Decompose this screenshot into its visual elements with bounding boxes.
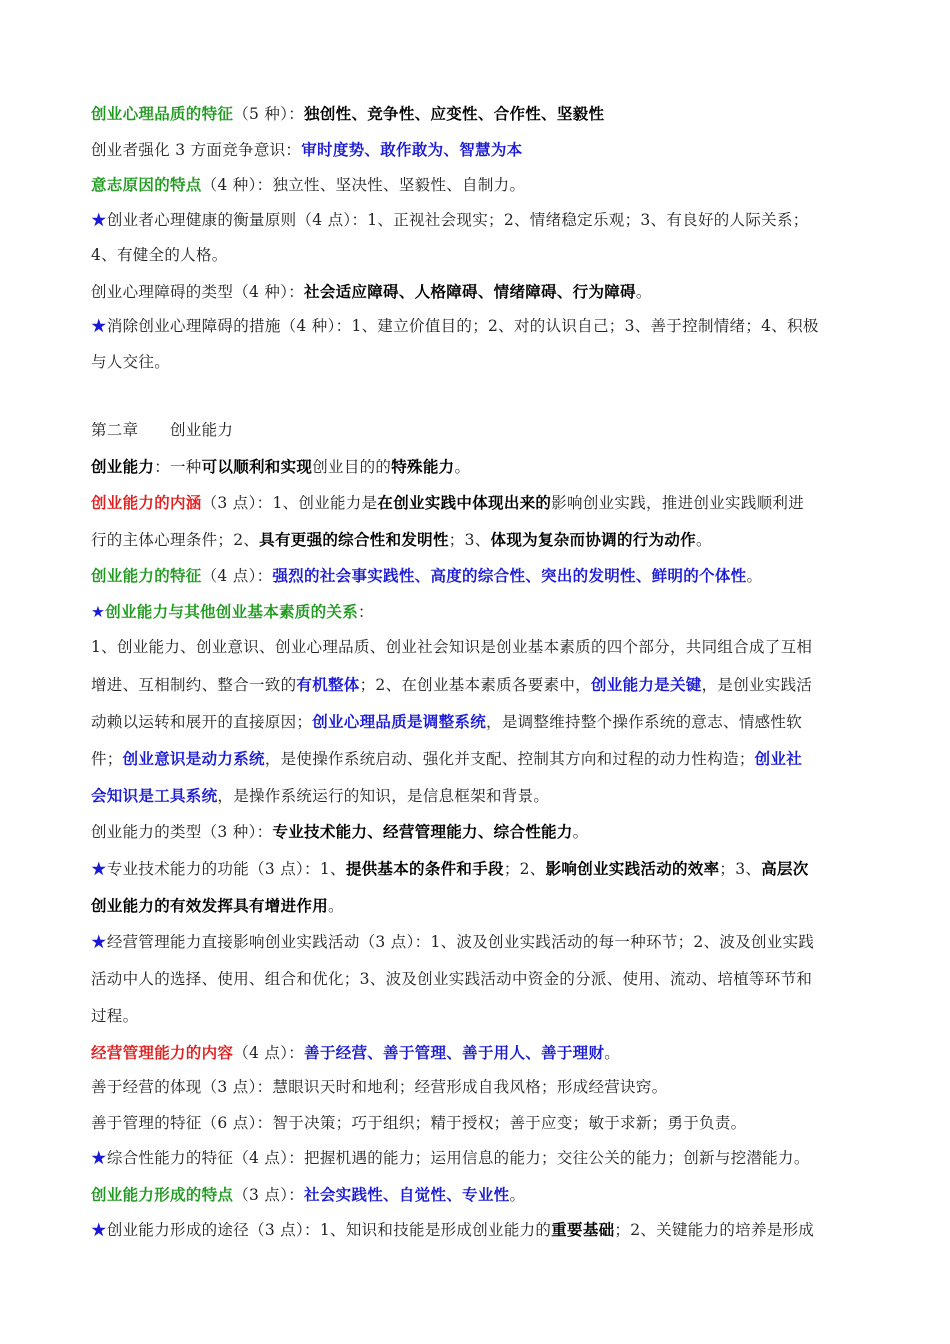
text-line: [91, 309, 861, 345]
text-run: 会知识是工具系统: [91, 786, 218, 805]
text-line: [91, 1212, 861, 1248]
text-line: [91, 924, 861, 961]
text-run: （4 点）：: [233, 1043, 305, 1062]
text-run: 创业能力: [91, 456, 155, 476]
text-run: 影响创业实践，推进创业实践顺利进: [551, 494, 805, 512]
text-run: 可以顺利和实现: [201, 456, 313, 476]
text-run: 善于经营的体现（3 点）：慧眼识天时和地利；经营形成自我风格；形成经营诀窍。: [91, 1078, 668, 1096]
text-run: 。: [509, 1185, 526, 1204]
text-run: 提供基本的条件和手段: [345, 858, 504, 878]
text-line: [91, 238, 861, 274]
text-run: 第二章 创业能力: [91, 421, 234, 439]
text-line: [91, 96, 861, 132]
document-page: [91, 96, 861, 1248]
text-run: 过程。: [91, 1006, 139, 1025]
text-line: [91, 998, 861, 1035]
text-run: 有机整体: [296, 675, 360, 694]
text-line: [91, 558, 861, 594]
star-icon: ★: [91, 210, 107, 229]
text-run: 创业目的的: [312, 457, 392, 476]
text-run: 创业能力的有效发挥具有增进作用: [91, 895, 329, 915]
text-line: [91, 887, 861, 924]
text-run: 增进、互相制约、整合一致的: [91, 676, 297, 694]
text-line: [91, 1141, 861, 1177]
text-run: 创业意识是动力系统: [122, 749, 265, 768]
text-line: [91, 666, 861, 703]
text-run: 综合性能力的特征（4 点）：把握机遇的能力；运用信息的能力；交往公关的能力；创新与挖潜能力。: [106, 1149, 810, 1167]
text-run: 。: [695, 531, 712, 549]
text-run: 创业心理品质的特征: [91, 104, 234, 123]
text-run: 社会实践性、自觉性、专业性: [304, 1184, 510, 1204]
text-run: 与人交往。: [91, 352, 171, 371]
text-line: [91, 167, 861, 203]
text-run: 特殊能力: [391, 456, 455, 476]
text-line: [91, 1177, 861, 1213]
text-run: 善于经营、善于管理、善于用人、善于理财: [304, 1042, 605, 1062]
text-run: 具有更强的综合性和发明性: [259, 530, 449, 549]
text-run: （5 种）：: [233, 105, 305, 123]
text-run: 创业社: [754, 749, 803, 768]
text-run: 创业者心理健康的衡量原则（4 点）：1、正视社会现实；2、情绪稳定乐观；3、有良好的人际关系；: [106, 210, 809, 229]
star-icon: ★: [91, 602, 106, 621]
text-run: 意志原因的特点: [91, 175, 202, 194]
text-line: [91, 777, 861, 814]
text-line: [91, 629, 861, 666]
text-line: [91, 449, 861, 485]
text-run: 。: [635, 282, 652, 301]
text-line: [91, 274, 861, 310]
text-run: 。: [604, 1043, 621, 1062]
text-run: 独创性、竞争性、应变性、合作性、坚毅性: [304, 104, 605, 123]
text-run: 创业能力的特征: [91, 566, 202, 585]
text-run: （4 点）：: [201, 567, 273, 585]
text-run: 创业能力是关键: [590, 675, 702, 694]
text-run: 消除创业心理障碍的措施（4 种）：1、建立价值目的；2、对的认识自己；3、善于控制情绪；4、积极: [106, 317, 819, 335]
text-run: 创业能力与其他创业基本素质的关系: [105, 601, 359, 621]
text-line: [91, 484, 861, 521]
text-run: 社会适应障碍、人格障碍、情绪障碍、行为障碍: [304, 281, 636, 301]
text-run: 创业者强化 3 方面竞争意识：: [91, 140, 302, 159]
text-run: ，是使操作系统启动、强化并支配、控制其方向和过程的动力性构造；: [264, 750, 755, 768]
text-run: 创业能力形成的特点: [91, 1184, 234, 1204]
text-run: ，是操作系统运行的知识，是信息框架和背景。: [217, 787, 550, 805]
star-icon: ★: [91, 1221, 107, 1239]
star-icon: ★: [91, 932, 107, 951]
text-run: ；3、: [448, 531, 491, 549]
text-line: [91, 961, 861, 998]
text-run: 。: [454, 457, 471, 476]
text-line: [91, 413, 861, 449]
text-line: [91, 521, 861, 558]
text-run: ：: [358, 602, 374, 621]
text-run: ，是创业实践活: [701, 676, 813, 694]
section-spacer: [91, 380, 861, 413]
text-run: （3 点）：1、创业能力是: [201, 494, 378, 512]
text-run: 动赖以运转和展开的直接原因；: [91, 713, 313, 731]
text-line: [91, 703, 861, 740]
text-run: ；2、: [503, 859, 546, 878]
text-run: 件；: [91, 750, 123, 768]
text-run: ；3、: [719, 859, 762, 878]
text-line: [91, 132, 861, 168]
star-icon: ★: [91, 1149, 107, 1167]
text-line: [91, 740, 861, 777]
text-run: 审时度势、敢作敢为、智慧为本: [301, 139, 523, 159]
text-run: 经营管理能力直接影响创业实践活动（3 点）：1、波及创业实践活动的每一种环节；2、波及创业实践: [106, 932, 815, 951]
text-line: [91, 850, 861, 887]
text-run: 。: [746, 567, 763, 585]
text-run: 高层次: [761, 858, 809, 878]
text-run: 4、有健全的人格。: [91, 246, 228, 264]
text-line: [91, 345, 861, 381]
text-line: [91, 1106, 861, 1142]
text-run: 行的主体心理条件；2、: [91, 531, 260, 549]
text-run: 。: [328, 896, 344, 915]
text-run: 1、创业能力、创业意识、创业心理品质、创业社会知识是创业基本素质的四个部分，共同组合成了互相: [91, 638, 813, 656]
text-run: 经营管理能力的内容: [91, 1042, 234, 1062]
text-run: 在创业实践中体现出来的: [377, 493, 552, 512]
text-run: 创业能力形成的途径（3 点）：1、知识和技能是形成创业能力的: [106, 1221, 552, 1239]
star-icon: ★: [91, 317, 107, 335]
text-run: 专业技术能力、经营管理能力、综合性能力: [272, 822, 573, 841]
text-line: [91, 1070, 861, 1106]
text-run: 创业心理障碍的类型（4 种）：: [91, 282, 305, 301]
text-run: 善于管理的特征（6 点）：智于决策；巧于组织；精于授权；善于应变；敏于求新；勇于负责。: [91, 1113, 747, 1132]
text-run: ：一种: [154, 457, 202, 476]
text-run: 影响创业实践活动的效率: [545, 858, 720, 878]
text-line: [91, 814, 861, 850]
text-run: 。: [572, 823, 589, 841]
text-run: 强烈的社会事实践性、高度的综合性、突出的发明性、鲜明的个体性: [272, 566, 747, 585]
text-run: 重要基础: [551, 1220, 615, 1239]
text-run: 活动中人的选择、使用、组合和优化；3、波及创业实践活动中资金的分派、使用、流动、培植等环节和: [91, 969, 813, 988]
text-run: ，是调整维持整个操作系统的意志、情感性软: [486, 713, 803, 731]
text-run: 体现为复杂而协调的行为动作: [490, 530, 696, 549]
text-run: （4 种）：独立性、坚决性、坚毅性、自制力。: [201, 176, 526, 194]
text-line: [91, 1035, 861, 1071]
text-line: [91, 203, 861, 239]
text-line: [91, 594, 861, 630]
star-icon: ★: [91, 859, 107, 878]
text-run: ；2、在创业基本素质各要素中，: [359, 676, 591, 694]
text-run: ；2、关键能力的培养是形成: [614, 1221, 815, 1239]
text-run: （3 点）：: [233, 1185, 305, 1204]
text-run: 创业能力的类型（3 种）：: [91, 823, 273, 841]
text-run: 创业心理品质是调整系统: [312, 712, 487, 731]
text-run: 专业技术能力的功能（3 点）：1、: [106, 859, 346, 878]
text-run: 创业能力的内涵: [91, 493, 202, 512]
